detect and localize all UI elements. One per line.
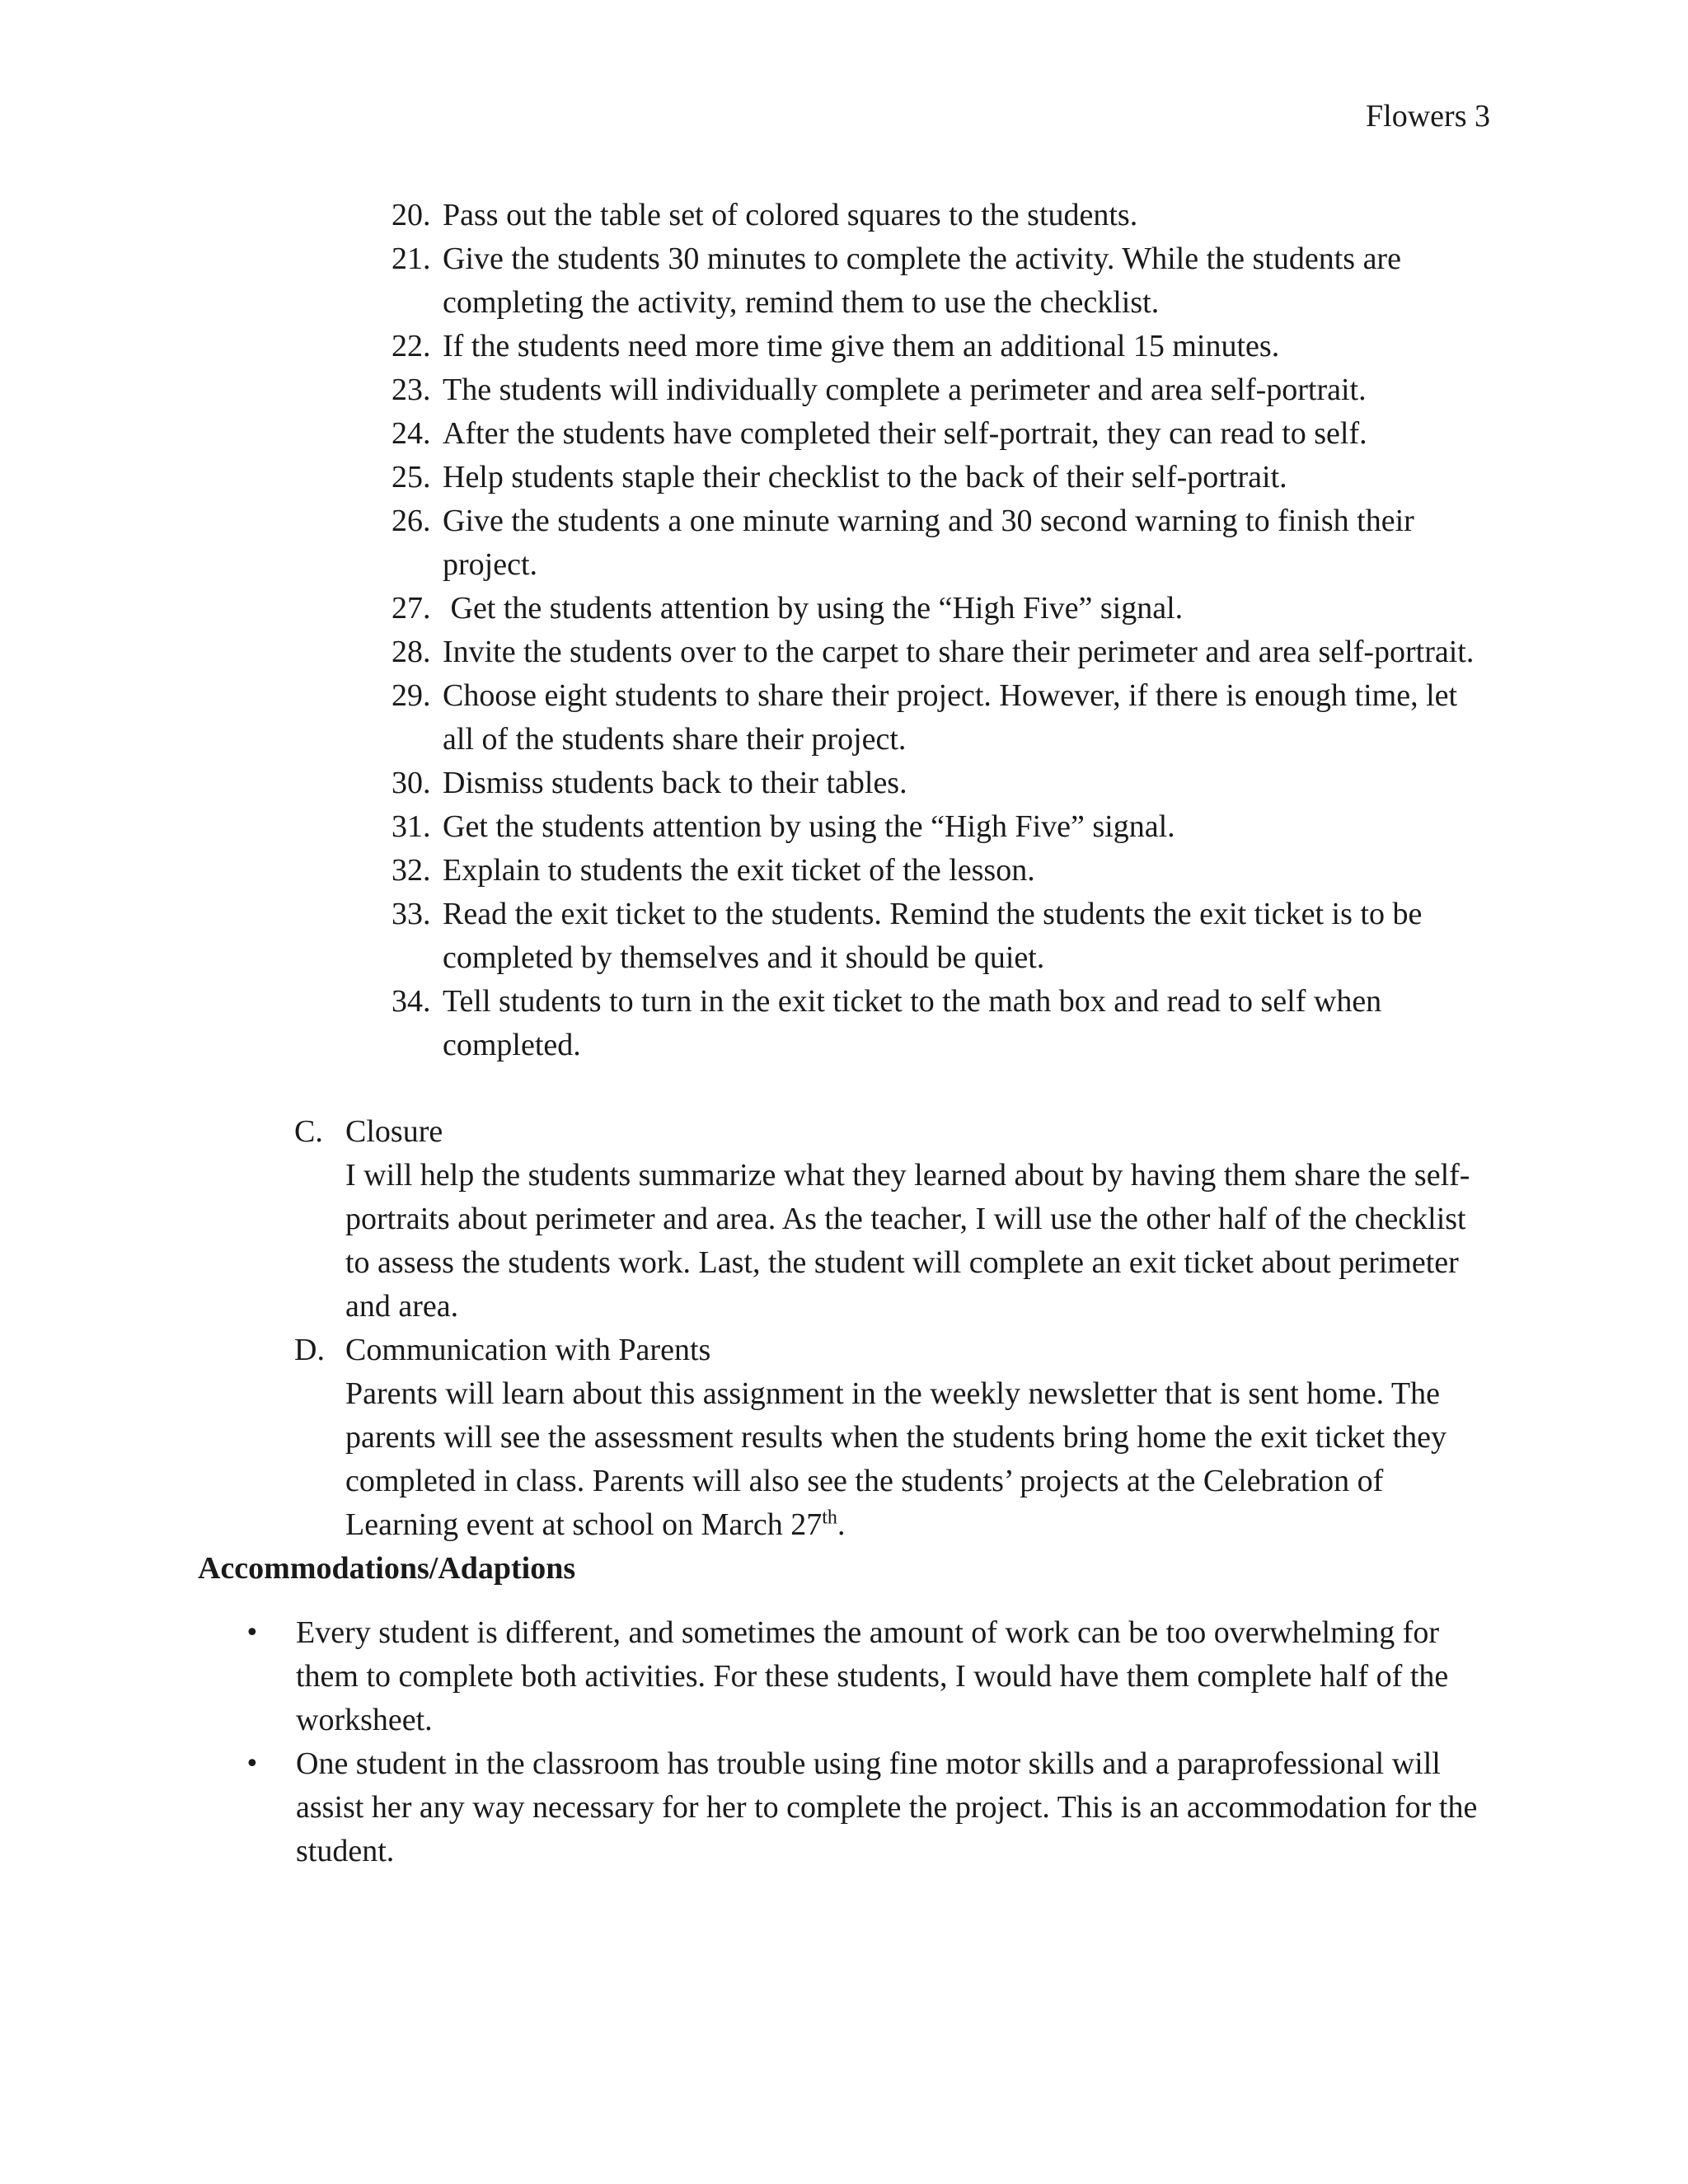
procedure-step <box>392 980 1496 1067</box>
step-text: Choose eight students to share their project. However, if there is enough time, let all of the students share their project. <box>443 678 1458 757</box>
step-number: 32. <box>392 853 431 888</box>
procedure-step <box>392 587 1496 630</box>
step-text: The students will individually complete a perimeter and area self-portrait. <box>443 373 1367 407</box>
step-number: 25. <box>392 460 431 494</box>
communication-section <box>294 1329 1498 1547</box>
procedure-step <box>392 325 1496 368</box>
step-number: 20. <box>392 198 431 232</box>
accommodation-text: Every student is different, and sometimes the amount of work can be too overwhelming for them to complete both activities. For these students, I would have them complete half of the worksheet. <box>296 1615 1449 1737</box>
step-number: 27. <box>392 591 431 626</box>
procedure-step <box>392 194 1496 237</box>
step-number: 34. <box>392 984 431 1019</box>
step-text: Give the students a one minute warning and 30 second warning to finish their project. <box>443 504 1414 582</box>
step-text: Explain to students the exit ticket of the lesson. <box>443 853 1035 888</box>
step-number: 31. <box>392 809 431 844</box>
communication-body <box>294 1372 1498 1547</box>
step-number: 33. <box>392 897 431 931</box>
closure-letter: C. <box>294 1114 323 1149</box>
accommodations-list <box>245 1611 1498 1873</box>
step-text: Dismiss students back to their tables. <box>443 766 907 800</box>
step-number: 24. <box>392 416 431 451</box>
communication-text: Parents will learn about this assignment in the weekly newsletter that is sent home. The parents will see the assessment results when the students bring home the exit ticket they completed in class. Parents will also see the students’ projects at the Celebration of Learning event at school on March 27 <box>345 1376 1447 1542</box>
procedure-step <box>392 805 1496 849</box>
ordinal-superscript: th <box>822 1507 837 1529</box>
step-number: 26. <box>392 504 431 538</box>
step-text: Get the students attention by using the “High Five” signal. <box>443 591 1184 626</box>
bullet-icon: • <box>245 1619 260 1647</box>
step-number: 30. <box>392 766 431 800</box>
step-text: Invite the students over to the carpet to share their perimeter and area self-portrait. <box>443 635 1475 669</box>
step-text: If the students need more time give them an additional 15 minutes. <box>443 329 1280 363</box>
procedure-step <box>392 412 1496 456</box>
step-number: 21. <box>392 241 431 276</box>
closure-title: Closure <box>345 1114 443 1149</box>
step-number: 23. <box>392 373 431 407</box>
procedure-step <box>392 237 1496 325</box>
procedure-step <box>392 893 1496 980</box>
closure-heading <box>294 1110 1498 1154</box>
communication-title: Communication with Parents <box>345 1333 711 1367</box>
step-text: Tell students to turn in the exit ticket to the math box and read to self when completed. <box>443 984 1382 1062</box>
procedure-steps-list <box>392 194 1496 1067</box>
closure-section <box>294 1110 1498 1329</box>
communication-heading <box>294 1329 1498 1372</box>
step-number: 29. <box>392 678 431 713</box>
running-head: Flowers 3 <box>1366 99 1490 134</box>
accommodations-heading: Accommodations/Adaptions <box>198 1551 576 1586</box>
closure-body: I will help the students summarize what they learned about by having them share the self-portraits about perimeter and area. As the teacher, I will use the other half of the checklist to assess the students work. Last, the student will complete an exit ticket about perimeter and area. <box>345 1158 1470 1324</box>
step-text: Get the students attention by using the “High Five” signal. <box>443 809 1175 844</box>
step-text: Read the exit ticket to the students. Remind the students the exit ticket is to be completed by themselves and it should be quiet. <box>443 897 1423 975</box>
procedure-step <box>392 849 1496 893</box>
step-text: Pass out the table set of colored squares to the students. <box>443 198 1138 232</box>
procedure-step <box>392 674 1496 762</box>
step-text: Help students staple their checklist to the back of their self-portrait. <box>443 460 1287 494</box>
accommodation-item <box>245 1742 1498 1873</box>
accommodation-item <box>245 1611 1498 1742</box>
procedure-step <box>392 630 1496 674</box>
procedure-step <box>392 368 1496 412</box>
procedure-step <box>392 762 1496 805</box>
procedure-step <box>392 456 1496 499</box>
step-number: 22. <box>392 329 431 363</box>
communication-letter: D. <box>294 1333 325 1367</box>
accommodation-text: One student in the classroom has trouble using fine motor skills and a paraprofessional will assist her any way necessary for her to complete the project. This is an accommodation for the student. <box>296 1746 1478 1868</box>
step-text: After the students have completed their self-portrait, they can read to self. <box>443 416 1367 451</box>
bullet-icon: • <box>245 1750 260 1779</box>
communication-end: . <box>837 1507 846 1542</box>
procedure-step <box>392 499 1496 587</box>
step-text: Give the students 30 minutes to complete the activity. While the students are completing the activity, remind them to use the checklist. <box>443 241 1401 320</box>
step-number: 28. <box>392 635 431 669</box>
